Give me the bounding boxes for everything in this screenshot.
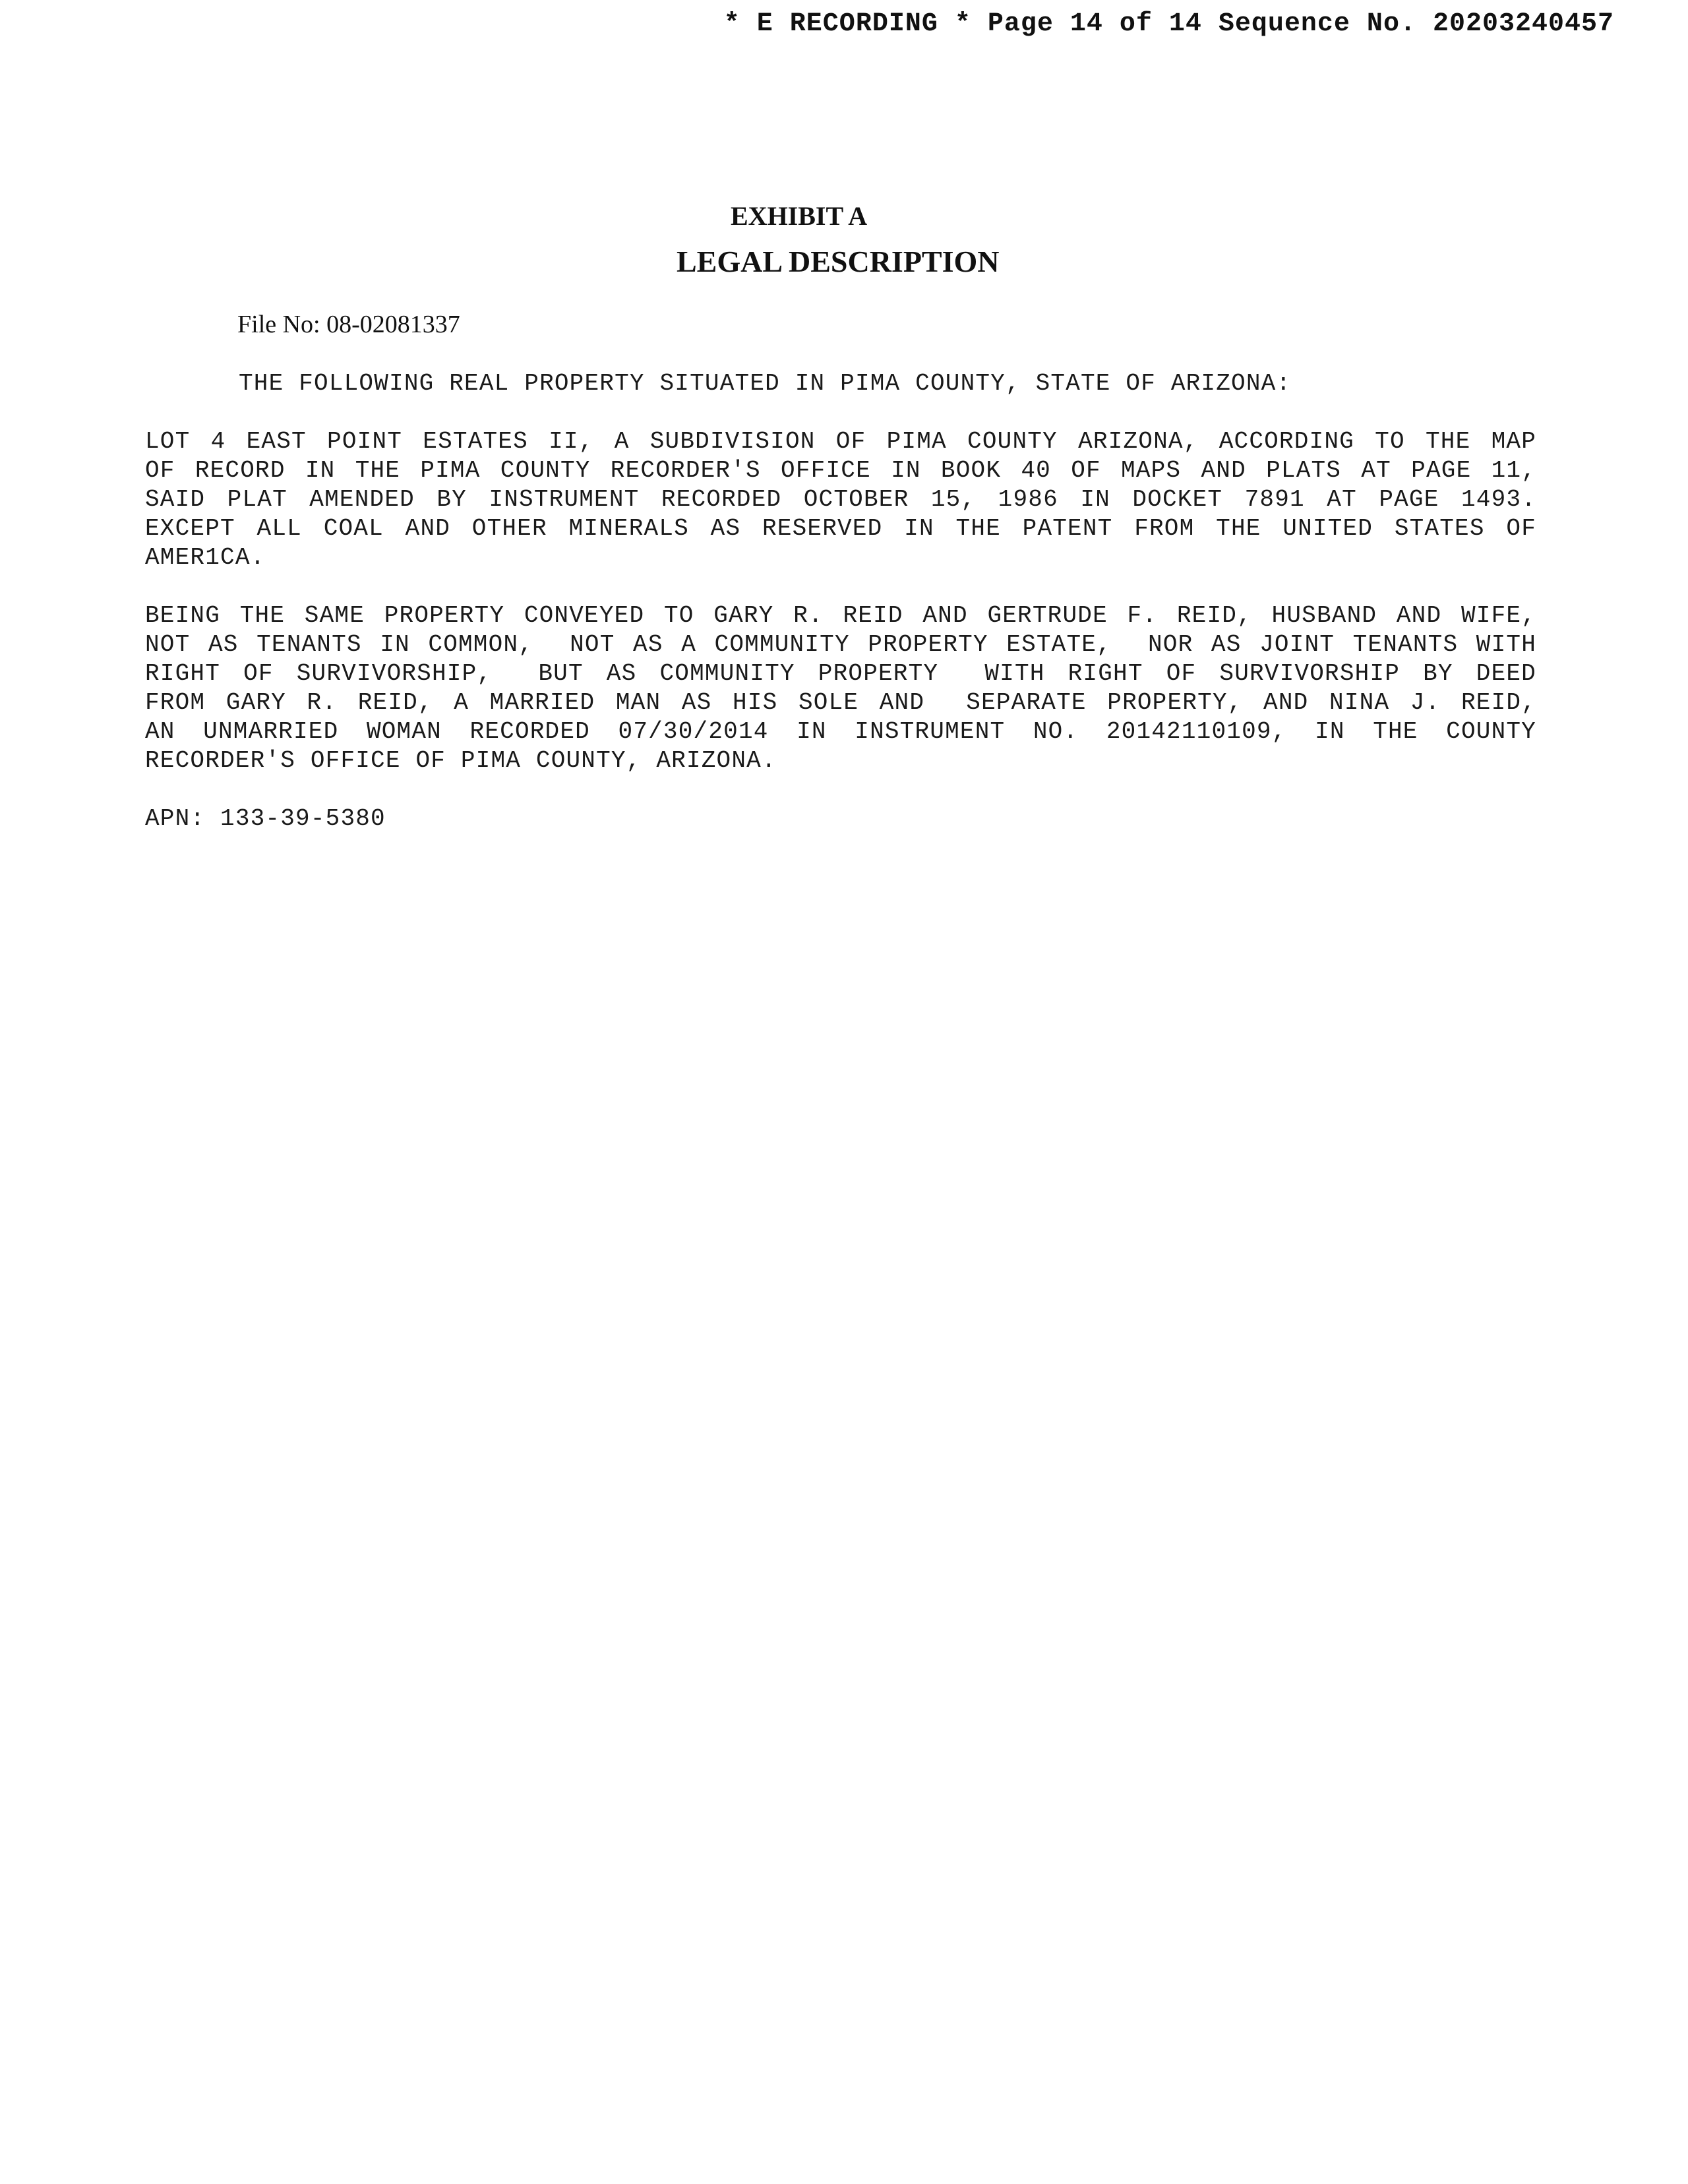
- file-number: File No: 08-02081337: [237, 311, 460, 338]
- paragraph-line: RECORDER'S OFFICE OF PIMA COUNTY, ARIZONA.: [145, 747, 777, 774]
- paragraph-line: EXCEPT ALL COAL AND OTHER MINERALS AS RESERVED IN THE PATENT FROM THE UNITED STATES OF: [145, 515, 1536, 542]
- conveyance-paragraph: [145, 601, 1536, 775]
- legal-description-title: LEGAL DESCRIPTION: [677, 245, 1000, 278]
- paragraph-line: FROM GARY R. REID, A MARRIED MAN AS HIS SOLE AND SEPARATE PROPERTY, AND NINA J. REID,: [145, 689, 1536, 716]
- paragraph-line: RIGHT OF SURVIVORSHIP, BUT AS COMMUNITY PROPERTY WITH RIGHT OF SURVIVORSHIP BY DEED: [145, 660, 1536, 687]
- paragraph-line: OF RECORD IN THE PIMA COUNTY RECORDER'S OFFICE IN BOOK 40 OF MAPS AND PLATS AT PAGE 11,: [145, 457, 1536, 484]
- apn-number: APN: 133-39-5380: [145, 805, 386, 832]
- lot-description-paragraph: [145, 427, 1536, 572]
- exhibit-title: EXHIBIT A: [731, 201, 868, 231]
- paragraph-line: AMER1CA.: [145, 544, 266, 571]
- paragraph-line: LOT 4 EAST POINT ESTATES II, A SUBDIVISION OF PIMA COUNTY ARIZONA, ACCORDING TO THE MAP: [145, 428, 1536, 455]
- paragraph-line: BEING THE SAME PROPERTY CONVEYED TO GARY R. REID AND GERTRUDE F. REID, HUSBAND AND WIFE,: [145, 602, 1536, 629]
- paragraph-line: NOT AS TENANTS IN COMMON, NOT AS A COMMUNITY PROPERTY ESTATE, NOR AS JOINT TENANTS WITH: [145, 631, 1536, 658]
- intro-statement: THE FOLLOWING REAL PROPERTY SITUATED IN PIMA COUNTY, STATE OF ARIZONA:: [239, 370, 1292, 397]
- paragraph-line: AN UNMARRIED WOMAN RECORDED 07/30/2014 IN INSTRUMENT NO. 20142110109, IN THE COUNTY: [145, 718, 1536, 745]
- recording-stamp: * E RECORDING * Page 14 of 14 Sequence No. 20203240457: [723, 9, 1614, 39]
- paragraph-line: SAID PLAT AMENDED BY INSTRUMENT RECORDED OCTOBER 15, 1986 IN DOCKET 7891 AT PAGE 1493.: [145, 486, 1536, 513]
